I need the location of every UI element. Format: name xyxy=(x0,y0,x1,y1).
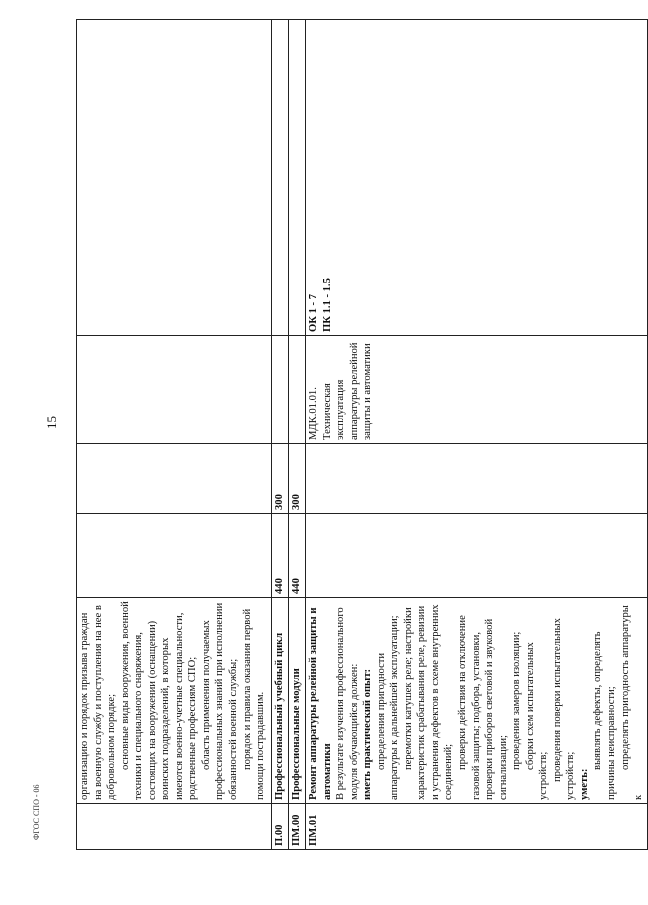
content-line: определять пригодность аппаратуры к xyxy=(619,605,645,800)
table-row xyxy=(272,20,289,850)
discipline-index xyxy=(77,336,272,444)
curriculum-sheet xyxy=(76,20,645,850)
discipline-index: МДК.01.01. Техническая эксплуатация аппаратуры релейной защиты и автоматики xyxy=(306,336,648,444)
row-content xyxy=(306,598,648,804)
curriculum-table xyxy=(76,19,648,850)
content-line: сборки схем испытательных устройств; xyxy=(524,642,550,800)
hours-class xyxy=(306,444,648,514)
content-line: уметь: xyxy=(578,768,590,800)
table-row xyxy=(77,20,272,850)
content-line: определения пригодности аппаратуры к дальнейшей эксплуатации; xyxy=(375,615,401,800)
content-line: проверки действия на отключение газовой защиты; подбора, установки, проверки приборов световой и звуковой сигнализации; xyxy=(457,615,509,800)
page-number: 15 xyxy=(44,416,59,429)
table-row xyxy=(289,20,306,850)
row-code: ПМ.01 xyxy=(306,804,648,850)
hours-class: 300 xyxy=(272,444,289,514)
content-line: В результате изучения профессионального модуля обучающийся должен: xyxy=(335,607,360,800)
row-code xyxy=(77,804,272,850)
discipline-index xyxy=(289,336,306,444)
content-line: организацию и порядок призыва граждан на военную службу и поступления на нее в добровольном порядке; xyxy=(79,605,118,800)
hours-max xyxy=(306,514,648,598)
row-title: Профессиональный учебный цикл xyxy=(272,598,289,804)
content-line: иметь практический опыт: xyxy=(362,668,374,800)
content-line: проведения поверки испытательных устройств; xyxy=(551,618,577,800)
table-row xyxy=(306,20,648,850)
discipline-index xyxy=(272,336,289,444)
row-title: Профессиональные модули xyxy=(289,598,306,804)
hours-max xyxy=(77,514,272,598)
hours-class: 300 xyxy=(289,444,306,514)
competences: ОК 1 - 7 ПК 1.1 - 1.5 xyxy=(306,20,648,336)
row-code: П.00 xyxy=(272,804,289,850)
competences xyxy=(289,20,306,336)
content-line: перемотки катушек реле; настройки характеристик срабатывания реле, ревизии и устранения дефектов в схеме внутренних соединений; xyxy=(402,604,455,800)
row-content xyxy=(77,598,272,804)
content-line: основные виды вооружения, военной техники и специального снаряжения, состоящих на вооружении (оснащении) воинских подразделений, в которых имеются военно-учетные специальности, родственные профессиям СПО; xyxy=(119,601,199,800)
competences xyxy=(272,20,289,336)
content-line: проведения замеров изоляции; xyxy=(511,631,523,770)
footer-code: ФГОС СПО - 06 xyxy=(32,784,41,840)
hours-class xyxy=(77,444,272,514)
competences xyxy=(77,20,272,336)
hours-max: 440 xyxy=(289,514,306,598)
hours-max: 440 xyxy=(272,514,289,598)
content-line: область применения получаемых профессиональных знаний при исполнении обязанностей военной службы; xyxy=(200,602,240,800)
content-line: Ремонт аппаратуры релейной защиты и автоматики xyxy=(308,607,333,800)
content-line: выявлять дефекты, определять причины неисправности; xyxy=(592,631,618,800)
content-line: порядок и правила оказания первой помощи пострадавшим. xyxy=(241,608,267,800)
row-code: ПМ.00 xyxy=(289,804,306,850)
